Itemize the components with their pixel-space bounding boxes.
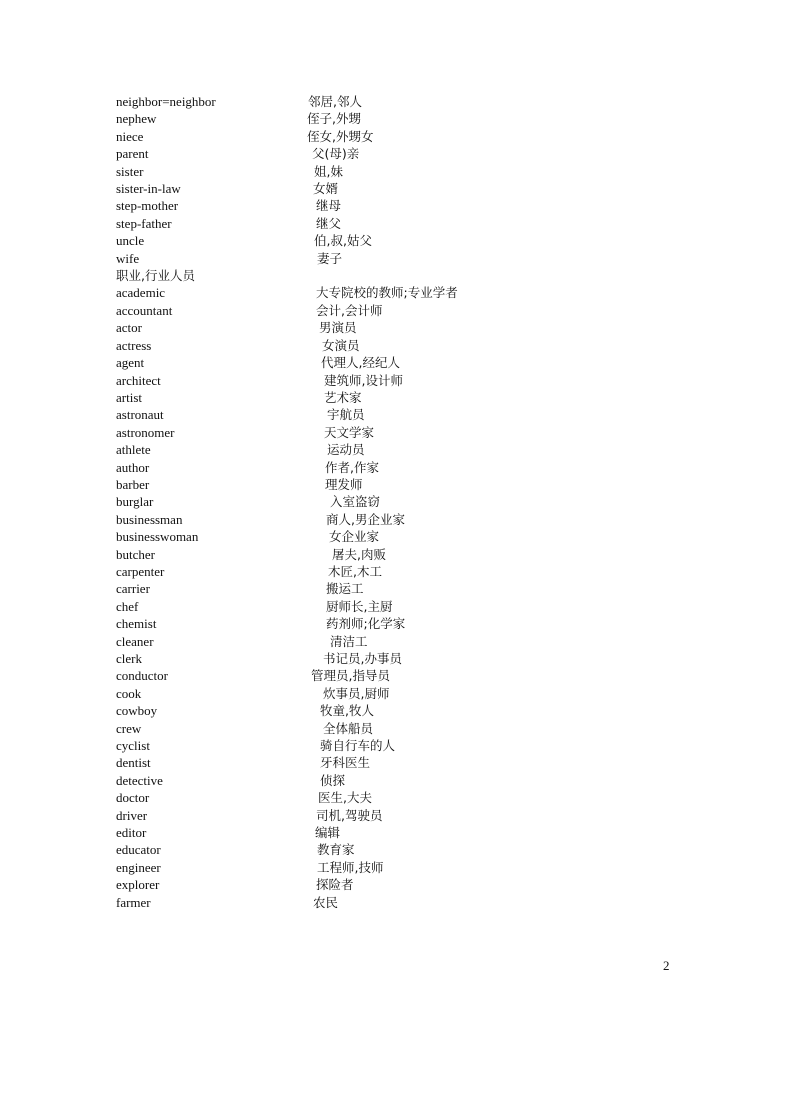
vocab-entry	[116, 528, 676, 545]
english-term: carpenter	[116, 563, 165, 579]
section-heading-text: 职业,行业人员	[116, 268, 195, 284]
vocab-entry	[116, 110, 676, 127]
vocab-entry	[116, 250, 676, 267]
chinese-translation: 搬运工	[326, 581, 364, 597]
english-term: cowboy	[116, 703, 158, 719]
english-term: astronomer	[116, 424, 175, 440]
chinese-translation: 男演员	[319, 320, 357, 336]
english-term: author	[116, 459, 150, 475]
chinese-translation: 邻居,邻人	[308, 94, 362, 109]
vocab-entry	[116, 667, 676, 684]
vocab-entry	[116, 650, 676, 667]
vocab-entry	[116, 737, 676, 754]
english-term: actress	[116, 337, 152, 353]
chinese-translation: 医生,大夫	[318, 790, 372, 806]
chinese-translation: 炊事员,厨师	[323, 685, 390, 701]
vocab-entry	[116, 302, 676, 319]
vocab-entry	[116, 197, 676, 214]
english-term: businesswoman	[116, 529, 199, 545]
english-term: chef	[116, 598, 139, 614]
chinese-translation: 牧童,牧人	[320, 703, 374, 719]
english-term: agent	[116, 355, 145, 371]
english-term: businessman	[116, 511, 183, 527]
english-term: conductor	[116, 668, 168, 684]
chinese-translation: 天文学家	[324, 424, 375, 440]
chinese-translation: 厨师长,主厨	[326, 598, 393, 614]
english-term: nephew	[116, 111, 157, 127]
chinese-translation: 书记员,办事员	[323, 651, 402, 666]
english-term: academic	[116, 285, 166, 301]
english-term: accountant	[116, 302, 173, 318]
english-term: wife	[116, 250, 140, 266]
chinese-translation: 女婿	[313, 181, 339, 197]
vocab-entry	[116, 354, 676, 371]
vocab-entry	[116, 215, 676, 232]
vocab-entry	[116, 511, 676, 528]
english-term: barber	[116, 476, 150, 492]
chinese-translation: 妻子	[317, 250, 343, 266]
vocab-entry	[116, 772, 676, 789]
chinese-translation: 教育家	[317, 842, 355, 858]
chinese-translation: 姐,妹	[314, 163, 343, 179]
chinese-translation: 农民	[313, 894, 339, 910]
vocab-entry	[116, 789, 676, 806]
chinese-translation: 屠夫,肉贩	[332, 546, 386, 562]
english-term: cleaner	[116, 633, 154, 649]
chinese-translation: 代理人,经纪人	[321, 355, 400, 371]
chinese-translation: 理发师	[325, 476, 363, 492]
english-term: cook	[116, 685, 142, 701]
vocab-entry	[116, 580, 676, 597]
vocab-entry	[116, 441, 676, 458]
chinese-translation: 父(母)亲	[312, 146, 360, 162]
vocab-entry	[116, 406, 676, 423]
english-term: driver	[116, 807, 148, 823]
english-term: astronaut	[116, 407, 164, 423]
vocab-entry	[116, 476, 676, 493]
english-term: educator	[116, 842, 161, 858]
english-term: athlete	[116, 442, 151, 458]
english-term: step-father	[116, 215, 172, 231]
page-number: 2	[663, 958, 670, 973]
english-term: crew	[116, 720, 142, 736]
english-term: carrier	[116, 581, 150, 597]
english-term: niece	[116, 128, 144, 144]
vocab-entry	[116, 824, 676, 841]
english-term: editor	[116, 825, 147, 841]
chinese-translation: 牙科医生	[320, 755, 371, 771]
chinese-translation: 编辑	[315, 825, 341, 841]
vocab-entry	[116, 876, 676, 893]
chinese-translation: 会计,会计师	[316, 302, 383, 318]
vocab-entry	[116, 894, 676, 911]
chinese-translation: 入室盗窃	[330, 494, 381, 510]
vocab-entry	[116, 546, 676, 563]
vocab-entry	[116, 859, 676, 876]
chinese-translation: 清洁工	[330, 633, 368, 649]
vocab-entry	[116, 459, 676, 476]
english-term: artist	[116, 389, 142, 405]
english-term: sister-in-law	[116, 181, 181, 197]
vocabulary-list	[116, 93, 676, 911]
chinese-translation: 司机,驾驶员	[316, 807, 383, 823]
vocab-entry	[116, 754, 676, 771]
vocab-entry	[116, 145, 676, 162]
section-heading	[116, 267, 676, 284]
vocab-entry	[116, 720, 676, 737]
vocab-entry	[116, 563, 676, 580]
chinese-translation: 伯,叔,姑父	[314, 233, 372, 249]
chinese-translation: 继母	[316, 198, 342, 214]
chinese-translation: 探险者	[316, 877, 354, 893]
english-term: dentist	[116, 755, 151, 771]
english-term: neighbor=neighbor	[116, 94, 216, 109]
vocab-entry	[116, 93, 676, 110]
chinese-translation: 木匠,木工	[328, 563, 382, 579]
vocab-entry	[116, 493, 676, 510]
vocab-entry	[116, 841, 676, 858]
chinese-translation: 侦探	[320, 772, 346, 788]
vocab-entry	[116, 337, 676, 354]
vocab-entry	[116, 615, 676, 632]
english-term: sister	[116, 163, 144, 179]
english-term: engineer	[116, 859, 161, 875]
chinese-translation: 大专院校的教师;专业学者	[316, 285, 458, 301]
chinese-translation: 宇航员	[327, 407, 365, 423]
english-term: parent	[116, 146, 149, 162]
chinese-translation: 继父	[316, 215, 342, 231]
vocab-entry	[116, 284, 676, 301]
vocab-entry	[116, 598, 676, 615]
vocab-entry	[116, 389, 676, 406]
vocab-entry	[116, 180, 676, 197]
vocab-entry	[116, 807, 676, 824]
english-term: farmer	[116, 894, 151, 910]
english-term: butcher	[116, 546, 155, 562]
english-term: uncle	[116, 233, 145, 249]
vocab-entry	[116, 128, 676, 145]
english-term: doctor	[116, 790, 150, 806]
chinese-translation: 药剂师;化学家	[326, 616, 406, 632]
english-term: cyclist	[116, 738, 150, 754]
chinese-translation: 建筑师,设计师	[324, 372, 403, 388]
chinese-translation: 艺术家	[324, 389, 362, 405]
chinese-translation: 工程师,技师	[317, 859, 384, 875]
chinese-translation: 商人,男企业家	[326, 511, 405, 527]
english-term: step-mother	[116, 198, 179, 214]
english-term: architect	[116, 372, 161, 388]
english-term: actor	[116, 320, 142, 336]
chinese-translation: 女企业家	[329, 529, 380, 545]
chinese-translation: 侄子,外甥	[307, 111, 361, 127]
chinese-translation: 全体船员	[323, 720, 374, 736]
english-term: explorer	[116, 877, 160, 893]
chinese-translation: 侄女,外甥女	[307, 128, 374, 144]
vocab-entry	[116, 372, 676, 389]
chinese-translation: 作者,作家	[325, 459, 379, 475]
vocab-entry	[116, 702, 676, 719]
english-term: chemist	[116, 616, 157, 632]
english-term: detective	[116, 772, 163, 788]
chinese-translation: 骑自行车的人	[320, 738, 396, 754]
english-term: clerk	[116, 651, 142, 666]
english-term: burglar	[116, 494, 154, 510]
vocab-entry	[116, 633, 676, 650]
vocab-entry	[116, 685, 676, 702]
vocab-entry	[116, 319, 676, 336]
vocab-entry	[116, 424, 676, 441]
vocab-entry	[116, 163, 676, 180]
chinese-translation: 运动员	[327, 442, 365, 458]
chinese-translation: 管理员,指导员	[311, 668, 390, 684]
chinese-translation: 女演员	[322, 337, 360, 353]
vocab-entry	[116, 232, 676, 249]
